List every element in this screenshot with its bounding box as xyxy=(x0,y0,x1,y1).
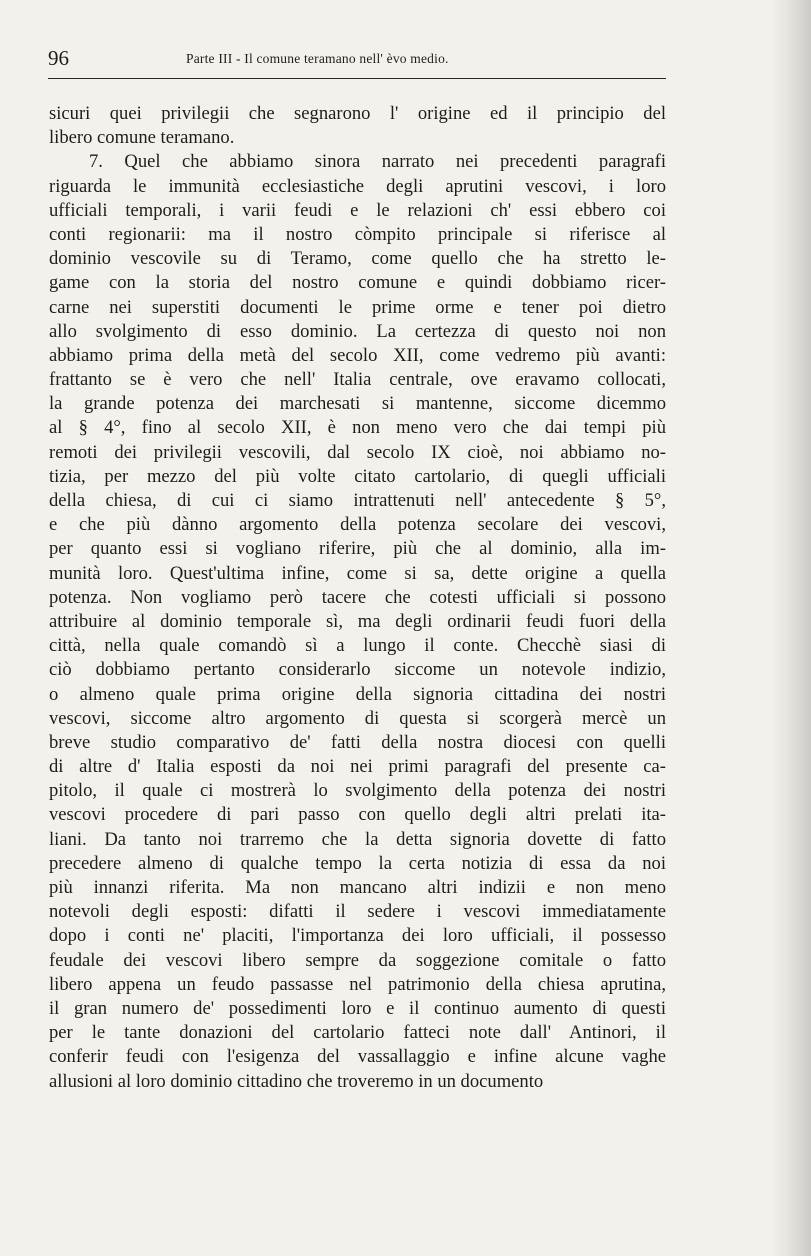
text-line: tizia, per mezzo del più volte citato cartolario, di quegli ufficiali xyxy=(49,465,666,487)
text-line: liani. Da tanto noi trarremo che la detta signoria dovette di fatto xyxy=(49,828,666,850)
text-line: più innanzi riferita. Ma non mancano altri indizii e non meno xyxy=(49,877,666,898)
text-line: riguarda le immunità ecclesiastiche degli aprutini vescovi, i loro xyxy=(49,175,666,197)
text-line: breve studio comparativo de' fatti della nostra diocesi con quelli xyxy=(49,731,666,753)
text-line: della chiesa, di cui ci siamo intrattenuti nell' antecedente § 5°, xyxy=(49,490,666,511)
text-line: abbiamo prima della metà del secolo XII, come vedremo più avanti: xyxy=(49,344,666,366)
text-line: ciò dobbiamo pertanto considerarlo siccome un notevole indizio, xyxy=(49,659,666,681)
text-line: carne nei superstiti documenti le prime orme e tener poi dietro xyxy=(49,296,666,318)
body-text xyxy=(49,102,666,1094)
text-line: frattanto se è vero che nell' Italia centrale, ove eravamo collocati, xyxy=(49,369,666,391)
text-line: il gran numero de' possedimenti loro e il continuo aumento di questi xyxy=(49,997,666,1019)
text-line: sicuri quei privilegii che segnarono l' origine ed il principio del xyxy=(49,103,666,124)
text-line: allusioni al loro dominio cittadino che troveremo in un documento xyxy=(49,1070,544,1092)
text-line: potenza. Non vogliamo però tacere che cotesti ufficiali si possono xyxy=(49,586,666,608)
header-rule xyxy=(48,78,666,79)
text-line: notevoli degli esposti: difatti il sedere i vescovi immediatamente xyxy=(49,901,666,923)
text-line: per le tante donazioni del cartolario fatteci note dall' Antinori, il xyxy=(49,1022,666,1044)
page-header xyxy=(48,46,666,72)
page-number: 96 xyxy=(48,46,69,70)
text-line: dopo i conti ne' placiti, l'importanza dei loro ufficiali, il possesso xyxy=(49,925,666,947)
text-line: al § 4°, fino al secolo XII, è non meno vero che dai tempi più xyxy=(49,417,666,439)
text-line: o almeno quale prima origine della signoria cittadina dei nostri xyxy=(49,683,666,705)
text-line: per quanto essi si vogliano riferire, più che al dominio, alla im- xyxy=(49,538,666,560)
text-line: pitolo, il quale ci mostrerà lo svolgimento della potenza dei nostri xyxy=(49,780,666,802)
text-line: vescovi procedere di pari passo con quello degli altri prelati ita- xyxy=(49,804,666,826)
text-line: feudale dei vescovi libero sempre da soggezione comitale o fatto xyxy=(49,949,666,971)
text-line: di altre d' Italia esposti da noi nei primi paragrafi del presente ca- xyxy=(49,756,666,778)
text-line: libero appena un feudo passasse nel patrimonio della chiesa aprutina, xyxy=(49,973,666,995)
text-line: la grande potenza dei marchesati si mantenne, siccome dicemmo xyxy=(49,393,666,415)
text-line: attribuire al dominio temporale sì, ma degli ordinarii feudi fuori della xyxy=(49,610,666,632)
text-line: città, nella quale comandò sì a lungo il conte. Checchè siasi di xyxy=(49,635,666,657)
running-head: Parte III - Il comune teramano nell' èvo medio. xyxy=(186,51,449,66)
text-line: libero comune teramano. xyxy=(49,127,235,149)
text-line: conferir feudi con l'esigenza del vassallaggio e infine alcune vaghe xyxy=(49,1046,666,1068)
text-line: precedere almeno di qualche tempo la certa notizia di essa da noi xyxy=(49,852,666,874)
text-line: e che più dànno argomento della potenza secolare dei vescovi, xyxy=(49,514,666,536)
text-line: 7. Quel che abbiamo sinora narrato nei precedenti paragrafi xyxy=(89,151,666,173)
text-line: allo svolgimento di esso dominio. La certezza di questo noi non xyxy=(49,320,666,342)
text-line: remoti dei privilegii vescovili, dal secolo IX cioè, noi abbiamo no- xyxy=(49,441,666,463)
text-line: game con la storia del nostro comune e quindi dobbiamo ricer- xyxy=(49,272,666,294)
text-line: munità loro. Quest'ultima infine, come si sa, dette origine a quella xyxy=(49,562,666,584)
page-edge-shadow xyxy=(771,0,811,1256)
text-line: conti regionarii: ma il nostro còmpito principale si riferisce al xyxy=(49,223,666,245)
text-line: vescovi, siccome altro argomento di questa si scorgerà mercè un xyxy=(49,707,666,729)
text-line: dominio vescovile su di Teramo, come quello che ha stretto le- xyxy=(49,248,666,270)
text-line: ufficiali temporali, i varii feudi e le relazioni ch' essi ebbero coi xyxy=(49,199,666,221)
